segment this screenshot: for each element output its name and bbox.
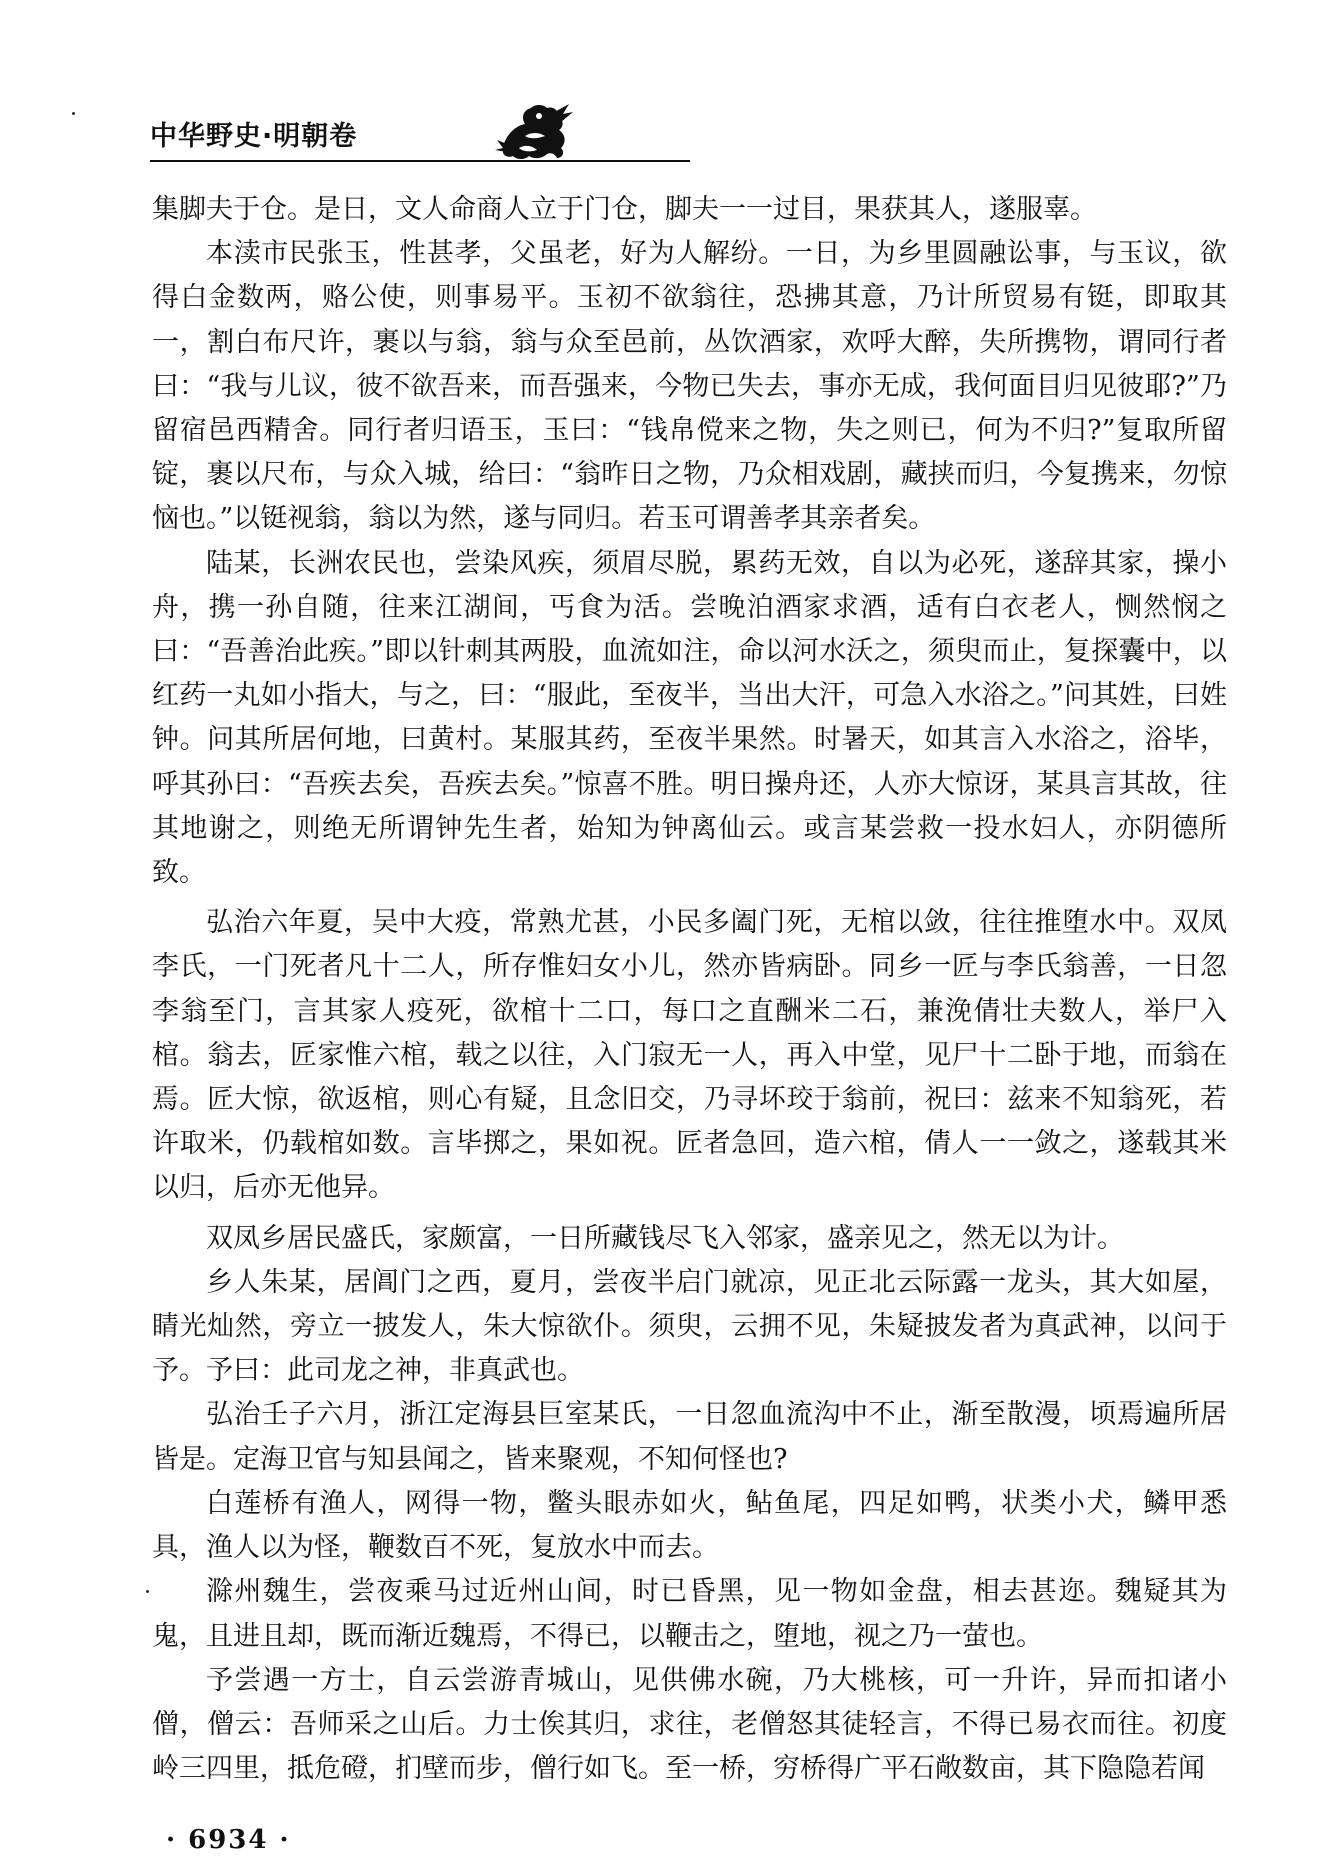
header-rule bbox=[150, 160, 690, 162]
scan-speck bbox=[146, 1590, 149, 1593]
paragraph: 弘治壬子六月，浙江定海县巨室某氏，一日忽血流沟中不止，渐至散漫，顷焉遍所居皆是。定海卫官与知县闻之，皆来聚观，不知何怪也? bbox=[152, 1399, 1227, 1475]
paragraph: 予尝遇一方士，自云尝游青城山，见供佛水碗，乃大桃核，可一升许，异而扣诸小僧，僧云：吾师采之山后。力士俟其归，求往，老僧怒其徒轻言，不得已易衣而往。初度岭三四里，抵危磴，扪壁而步，僧行如飞。至一桥，穷桥得广平石敞数亩，其下隐隐若闻 bbox=[152, 1664, 1227, 1785]
paragraph: 双凤乡居民盛氏，家颇富，一日所藏钱尽飞入邻家，盛亲见之，然无以为计。 bbox=[206, 1222, 1124, 1254]
scan-speck bbox=[72, 112, 75, 115]
paragraph: 弘治六年夏，吴中大疫，常熟尤甚，小民多阖门死，无棺以敛，往往推堕水中。双凤李氏，一门死者凡十二人，所存惟妇女小儿，然亦皆病卧。同乡一匠与李氏翁善，一日忽李翁至门，言其家人疫死，欲棺十二口，每口之直酬米二石，兼浼倩壮夫数人，举尸入棺。翁去，匠家惟六棺，载之以往，入门寂无一人，再入中堂，见尸十二卧于地，而翁在焉。匠大惊，欲返棺，则心有疑，且念旧交，乃寻坏珓于翁前，祝曰：兹来不知翁死，若许取米，仍载棺如数。言毕掷之，果如祝。匠者急回，造六棺，倩人一一敛之，遂载其米以归，后亦无他异。 bbox=[152, 907, 1227, 1204]
paragraph: 乡人朱某，居阊门之西，夏月，尝夜半启门就凉，见正北云际露一龙头，其大如屋，睛光灿然，旁立一披发人，朱大惊欲仆。须臾，云拥不见，朱疑披发者为真武神，以问于予。予曰：此司龙之神，非真武也。 bbox=[152, 1266, 1227, 1387]
paragraph: 集脚夫于仓。是日，文人命商人立于门仓，脚夫一一过目，果获其人，遂服辜。 bbox=[152, 194, 1097, 225]
paragraph: 白莲桥有渔人，网得一物，鳖头眼赤如火，鲇鱼尾，四足如鸭，状类小犬，鳞甲悉具，渔人以为怪，鞭数百不死，复放水中而去。 bbox=[152, 1487, 1227, 1564]
book-title: 中华野史·明朝卷 bbox=[150, 121, 358, 152]
dragon-emblem-icon bbox=[495, 100, 575, 162]
paragraph: 滁州魏生，尝夜乘马过近州山间，时已昏黑，见一物如金盘，相去甚迩。魏疑其为鬼，且进且却，既而渐近魏焉，不得已，以鞭击之，堕地，视之乃一萤也。 bbox=[152, 1576, 1227, 1652]
text-body bbox=[152, 188, 1227, 1791]
running-header bbox=[150, 100, 1300, 170]
page-number: · 6934 · bbox=[166, 1825, 291, 1855]
paragraph: 陆某，长洲农民也，尝染风疾，须眉尽脱，累药无效，自以为必死，遂辞其家，操小舟，携一孙自随，往来江湖间，丐食为活。尝晚泊酒家求酒，适有白衣老人，恻然悯之曰：“吾善治此疾。”即以针刺其两股，血流如注，命以河水沃之，须臾而止，复探囊中，以红药一丸如小指大，与之，曰：“服此，至夜半，当出大汗，可急入水浴之。”问其姓，曰姓钟。问其所居何地，曰黄村。某服其药，至夜半果然。时暑天，如其言入水浴之，浴毕，呼其孙曰：“吾疾去矣，吾疾去矣。”惊喜不胜。明日操舟还，人亦大惊讶，某具言其故，往其地谢之，则绝无所谓钟先生者，始知为钟离仙云。或言某尝救一投水妇人，亦阴德所致。 bbox=[152, 547, 1227, 889]
paragraph: 本渎市民张玉，性甚孝，父虽老，好为人解纷。一日，为乡里圆融讼事，与玉议，欲得白金数两，赂公使，则事易平。玉初不欲翁往，恐拂其意，乃计所贸易有铤，即取其一，割白布尺许，裹以与翁，翁与众至邑前，丛饮酒家，欢呼大醉，失所携物，谓同行者曰：“我与儿议，彼不欲吾来，而吾强来，今物已失去，事亦无成，我何面目归见彼耶?”乃留宿邑西精舍。同行者归语玉，玉曰：“钱帛傥来之物，失之则已，何为不归?”复取所留锭，裹以尺布，与众入城，给曰：“翁昨日之物，乃众相戏剧，藏挟而归，今复携来，勿惊恼也。”以铤视翁，翁以为然，遂与同归。若玉可谓善孝其亲者矣。 bbox=[152, 238, 1227, 535]
